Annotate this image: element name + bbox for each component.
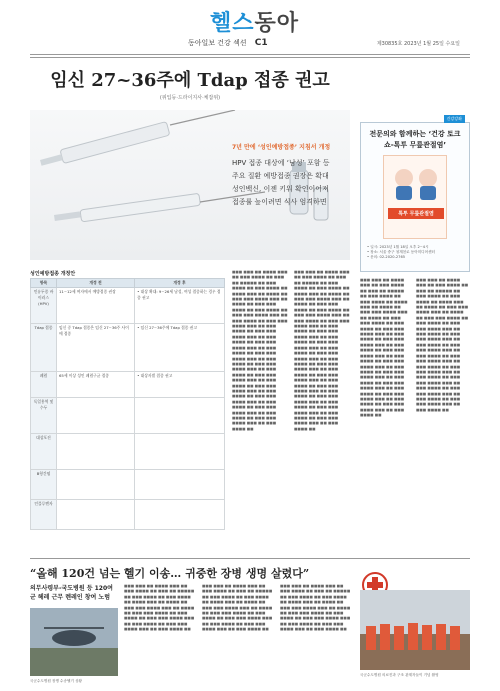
deck-subheading: 7년 만에 ‘성인예방접종’ 지침서 개정: [232, 144, 331, 151]
lower-body-column: ■■■ ■■■ ■■ ■■■■ ■■■ ■■ ■■■ ■■■■ ■■ ■■■ ■■ ■■■■■ ■■ ■■■ ■■■■ ■■ ■■■ ■■■■ ■■ ■■■■ ■■■ ■■ ■■■■ ■■ ■■■ ■■■ ■■■■ ■■■ ■■ ■■■■ ■■ ■■■ ■■■ ■■■■ ■■ ■■■ ■■■■ ■■ ■■■ ■■■ ■■■■ ■■■ ■■ ■■■ ■■■■ ■■ ■■■ ■■■ ■■■■ ■■■ ■■ ■■■ ■■■■ ■■: [124, 584, 195, 632]
poster-illustration: [384, 156, 448, 206]
table-row: B형간염: [31, 470, 225, 500]
vaccination-table: [30, 278, 225, 530]
brief-caption: 국군수도병원 장병 수송헬기 상황: [30, 679, 83, 683]
article-deck: [232, 142, 352, 209]
deck-line: HPV 접종 대상에 ‘남성’ 포함 등: [232, 159, 330, 167]
lower-body-column: ■■■ ■■■ ■■ ■■■■ ■■■ ■■ ■■■ ■■■■ ■■ ■■■ ■■ ■■■■■ ■■ ■■■ ■■■■ ■■ ■■■ ■■■■ ■■ ■■■■ ■■■ ■■ ■■■■ ■■ ■■■ ■■■ ■■■■ ■■■ ■■ ■■■■ ■■ ■■■ ■■■ ■■■■ ■■ ■■■ ■■■■ ■■ ■■■ ■■■ ■■■■ ■■■ ■■ ■■■ ■■■■ ■■ ■■■ ■■■ ■■■■ ■■■ ■■ ■■■ ■■■■ ■■: [202, 584, 273, 632]
table-row: Tdap 접종 임신 중 Tdap 접종은 임신 27~36주 사이에 접종 • 임신 27~36주에 Tdap 접종 권고: [31, 324, 225, 372]
event-poster: [383, 155, 447, 239]
masthead-divider-2: [30, 57, 470, 58]
article-body-column: ■■■ ■■■ ■■ ■■■■ ■■■ ■■ ■■■ ■■■■ ■■ ■■■ ■■ ■■■■■ ■■ ■■■ ■■■■ ■■ ■■■ ■■■■ ■■ ■■■■ ■■■ ■■ ■■■■ ■■ ■■■ ■■■ ■■■■ ■■■ ■■ ■■■■ ■■ ■■■ ■■■ ■■■■ ■■ ■■■ ■■■■ ■■ ■■■ ■■■ ■■■■ ■■■ ■■ ■■■ ■■■■ ■■ ■■■ ■■■ ■■■■ ■■■ ■■ ■■■ ■■■■ ■■ ■■■ ■■■ ■■■■ ■■■ ■■ ■■■ ■■■■ ■■ ■■■ ■■■ ■■■■ ■■■ ■■ ■■■ ■■■■ ■■ ■■■ ■■■ ■■■■ ■■■ ■■ ■■■ ■■■■ ■■ ■■■ ■■■ ■■■■ ■■■ ■■ ■■■ ■■■■ ■■ ■■■ ■■■ ■■■■ ■■■ ■■ ■■■ ■■■■ ■■ ■■■ ■■■ ■■■■ ■■■ ■■ ■■■ ■■■■ ■■ ■■■ ■■■ ■■■■ ■■■ ■■ ■■■ ■■■■ ■■ ■■■ ■■■ ■■■■ ■■■ ■■ ■■■ ■■■■ ■■ ■■■ ■■■ ■■■■ ■■■ ■■ ■■■ ■■■■ ■■: [294, 270, 350, 431]
lower-body-column: ■■■ ■■■ ■■ ■■■■ ■■■ ■■ ■■■ ■■■■ ■■ ■■■ ■■ ■■■■■ ■■ ■■■ ■■■■ ■■ ■■■ ■■■■ ■■ ■■■■ ■■■ ■■ ■■■■ ■■ ■■■ ■■■ ■■■■ ■■■ ■■ ■■■■ ■■ ■■■ ■■■ ■■■■ ■■ ■■■ ■■■■ ■■ ■■■ ■■■ ■■■■ ■■■ ■■ ■■■ ■■■■ ■■ ■■■ ■■■ ■■■■ ■■■ ■■ ■■■ ■■■■ ■■: [280, 584, 351, 632]
masthead-divider: [30, 54, 470, 55]
table-header: 개정 전: [57, 279, 135, 288]
poster-title: 톡투 무릎관절염: [388, 208, 444, 219]
group-photo-caption: 국군수도병원 의료진과 구조 관계자들이 기념 촬영: [360, 673, 439, 677]
right-body-column: ■■■ ■■■ ■■ ■■■■ ■■■ ■■ ■■■ ■■■■ ■■ ■■■ ■■ ■■■■■ ■■ ■■■ ■■■■ ■■ ■■■ ■■■■ ■■ ■■■■ ■■■ ■■ ■■■■ ■■ ■■■ ■■■ ■■■■ ■■■ ■■ ■■■■ ■■ ■■■ ■■■ ■■■■ ■■ ■■■ ■■■■ ■■ ■■■ ■■■ ■■■■ ■■■ ■■ ■■■ ■■■■ ■■ ■■■ ■■■ ■■■■ ■■■ ■■ ■■■ ■■■■ ■■ ■■■ ■■■ ■■■■ ■■■ ■■ ■■■ ■■■■ ■■ ■■■ ■■■ ■■■■ ■■■ ■■ ■■■ ■■■■ ■■ ■■■ ■■■ ■■■■ ■■■ ■■ ■■■ ■■■■ ■■ ■■■ ■■■ ■■■■ ■■■ ■■ ■■■ ■■■■ ■■ ■■■ ■■■ ■■■■ ■■■ ■■ ■■■ ■■■■ ■■ ■■■ ■■■ ■■■■ ■■■ ■■ ■■■ ■■■■ ■■: [360, 278, 408, 418]
deck-line: 주요 질환 예방접종 권장은 확대: [232, 172, 329, 180]
table-header: 항목: [31, 279, 57, 288]
staff-group-photo: [360, 590, 470, 670]
table-header: 개정 후: [135, 279, 225, 288]
event-sidebar: [360, 116, 470, 272]
table-row: 독일홍역 및 수두: [31, 398, 225, 434]
table-row: 인유두종 바이러스 (HPV) 11~12세 여자에서 예방접종 권장 • 대상 확대: 9~26세 남성, 여성 접종하는 경우 접종 권고: [31, 288, 225, 324]
section-divider: [30, 558, 470, 559]
event-headline: 전문의와 함께하는 ‘건강 토크쇼-톡투 무릎관절염’: [369, 130, 461, 149]
table-row: 대상포진: [31, 434, 225, 470]
deck-line: 성인백신, 이젠 키워 확인이어져: [232, 185, 329, 193]
brief-headline: 의무사령부-국도병원 등 120여 군 헤레 근무 렌레인 창여 노럼: [30, 585, 113, 601]
event-details: • 일시: 2023년 1월 18일 오후 2~4시 • 장소: 서울 중구 청계천로 동아미디어센터 • 문의: 02-2020-2765: [367, 245, 436, 259]
right-body-column: ■■■ ■■■ ■■ ■■■■ ■■■ ■■ ■■■ ■■■■ ■■ ■■■ ■■ ■■■■■ ■■ ■■■ ■■■■ ■■ ■■■ ■■■■ ■■ ■■■■ ■■■ ■■ ■■■■ ■■ ■■■ ■■■ ■■■■ ■■■ ■■ ■■■■ ■■ ■■■ ■■■ ■■■■ ■■ ■■■ ■■■■ ■■ ■■■ ■■■ ■■■■ ■■■ ■■ ■■■ ■■■■ ■■ ■■■ ■■■ ■■■■ ■■■ ■■ ■■■ ■■■■ ■■ ■■■ ■■■ ■■■■ ■■■ ■■ ■■■ ■■■■ ■■ ■■■ ■■■ ■■■■ ■■■ ■■ ■■■ ■■■■ ■■ ■■■ ■■■ ■■■■ ■■■ ■■ ■■■ ■■■■ ■■ ■■■ ■■■ ■■■■ ■■■ ■■ ■■■ ■■■■ ■■ ■■■ ■■■ ■■■■ ■■■ ■■ ■■■ ■■■■ ■■ ■■■ ■■■ ■■■■ ■■■ ■■ ■■■ ■■■■ ■■: [416, 278, 469, 412]
table-title: 성인예방접종 개정안: [30, 271, 76, 277]
page-number: C1: [254, 38, 268, 48]
table-row: 폐렴 65세 이상 성인 폐렴구균 접종 • 대상자별 접종 권고: [31, 372, 225, 398]
event-tag: 건강강좌: [444, 115, 465, 123]
table-row: 인플루엔자: [31, 500, 225, 530]
issue-info: 제30835호 2023년 1월 25일 수요일: [376, 41, 460, 47]
brief-photo: [30, 608, 118, 676]
article-body-column: ■■■ ■■■ ■■ ■■■■ ■■■ ■■ ■■■ ■■■■ ■■ ■■■ ■■ ■■■■■ ■■ ■■■ ■■■■ ■■ ■■■ ■■■■ ■■ ■■■■ ■■■ ■■ ■■■■ ■■ ■■■ ■■■ ■■■■ ■■■ ■■ ■■■■ ■■ ■■■ ■■■ ■■■■ ■■ ■■■ ■■■■ ■■ ■■■ ■■■ ■■■■ ■■■ ■■ ■■■ ■■■■ ■■ ■■■ ■■■ ■■■■ ■■■ ■■ ■■■ ■■■■ ■■ ■■■ ■■■ ■■■■ ■■■ ■■ ■■■ ■■■■ ■■ ■■■ ■■■ ■■■■ ■■■ ■■ ■■■ ■■■■ ■■ ■■■ ■■■ ■■■■ ■■■ ■■ ■■■ ■■■■ ■■ ■■■ ■■■ ■■■■ ■■■ ■■ ■■■ ■■■■ ■■ ■■■ ■■■ ■■■■ ■■■ ■■ ■■■ ■■■■ ■■ ■■■ ■■■ ■■■■ ■■■ ■■ ■■■ ■■■■ ■■ ■■■ ■■■ ■■■■ ■■■ ■■ ■■■ ■■■■ ■■ ■■■ ■■■ ■■■■ ■■■ ■■ ■■■ ■■■■ ■■ ■■■ ■■■ ■■■■ ■■■ ■■ ■■■ ■■■■ ■■: [232, 270, 288, 431]
section-label: 동아일보 건강 섹션 C1: [188, 38, 268, 48]
lower-headline: “올해 120건 넘는 헬기 이송… 귀중한 장병 생명 살렸다”: [30, 567, 310, 580]
masthead: [0, 0, 500, 62]
deck-line: 접종률 높이려면 식사 엄격하면: [232, 198, 327, 206]
helicopter-photo: [30, 608, 118, 676]
newspaper-logo[interactable]: 헬스동아: [210, 11, 300, 36]
article-byline: (위입등·드라이지사·체잡위): [159, 95, 221, 101]
group-photo: [360, 590, 470, 670]
article-headline: 임신 27~36주에 Tdap 접종 권고: [50, 70, 330, 91]
